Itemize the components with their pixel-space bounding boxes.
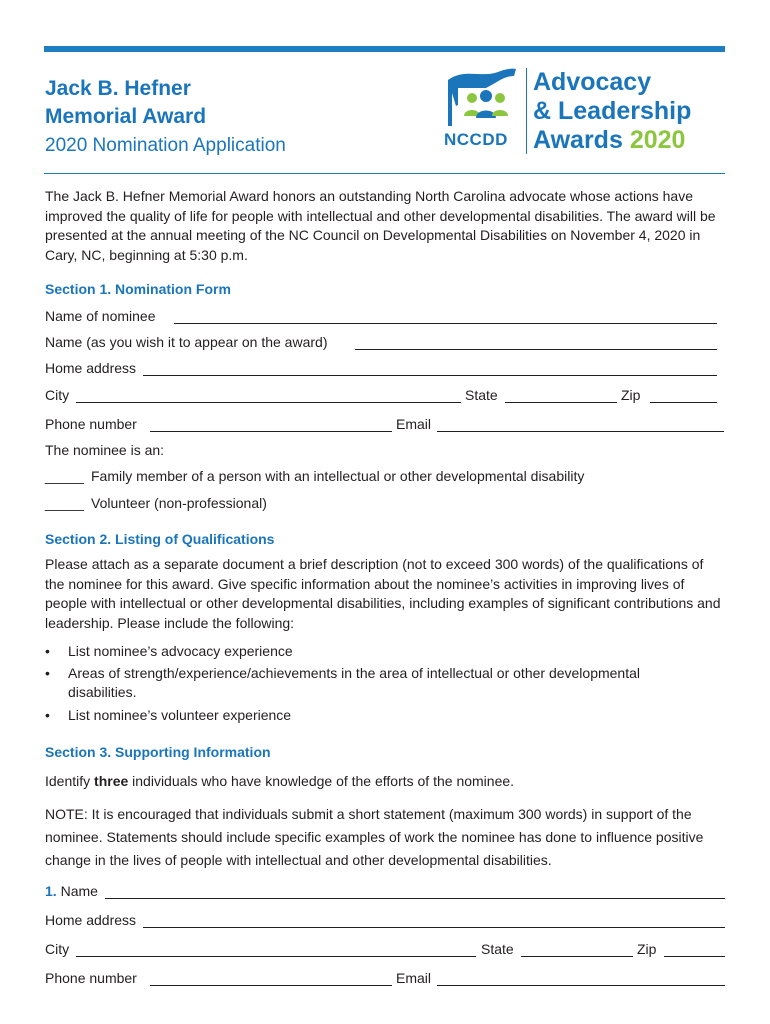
name-label-text: Name [60,883,98,899]
list-item [45,706,725,725]
identify-bold: three [94,773,129,789]
note-paragraph: NOTE: It is encouraged that individuals submit a short statement (maximum 300 words) in support of the nominee. Statements should include specific examples of work the nominee has done to influence positive change in the lives of people with intellectual and other developmental disabilities. [45,806,704,868]
section-1-heading: Section 1. Nomination Form [45,281,231,297]
zip-label: Zip [621,387,641,403]
reference-1-email-label: Email [396,970,432,986]
section-2-heading: Section 2. Listing of Qualifications [45,531,275,547]
logo-line-1: Advocacy [533,68,652,96]
email-label: Email [396,416,432,432]
bullet-text: List nominee’s volunteer experience [68,707,292,723]
award-name-field[interactable] [355,349,717,350]
city-field[interactable] [76,402,461,403]
reference-1-phone-label: Phone number [45,970,137,986]
reference-1-email-field[interactable] [437,985,725,986]
logo-divider [526,68,527,154]
logo-line-3 [533,126,685,154]
option-volunteer-blank[interactable]: _____ [45,495,84,511]
nominee-name-field[interactable] [174,323,717,324]
reference-1-name-field[interactable] [105,898,725,899]
list-item [45,642,725,661]
reference-1-name-label [45,883,98,899]
logo-line-2: & Leadership [533,97,692,125]
section-3-heading: Section 3. Supporting Information [45,744,271,760]
bullet-marker: • [45,707,50,723]
bullet-marker: • [45,643,50,659]
page-title [45,75,206,131]
header-divider [44,173,725,174]
intro-paragraph: The Jack B. Hefner Memorial Award honors an outstanding North Carolina advocate whose actions have improved the quality of life for people with intellectual and other developmental disabilities. The award will be presented at the annual meeting of the NC Council on Developmental Disabilities on November 4, 2020 in Cary, NC, beginning at 5:30 p.m. [45,188,716,263]
reference-1-city-field[interactable] [76,956,476,957]
page-subtitle: 2020 Nomination Application [45,135,286,156]
list-item [45,664,725,702]
bullet-marker: • [45,665,50,681]
nccdd-logo-text: NCCDD [444,130,508,149]
option-family-label: Family member of a person with an intellectual or other developmental disability [91,468,585,484]
flag-people-icon [442,66,522,128]
bullet-text: Areas of strength/experience/achievements in the area of intellectual or other developmental disabilities. [68,665,641,700]
title-line-1: Jack B. Hefner [45,77,191,100]
city-label: City [45,387,70,403]
reference-1-zip-field[interactable] [664,956,725,957]
title-line-2: Memorial Award [45,105,207,128]
home-address-field[interactable] [143,375,717,376]
reference-1-phone-field[interactable] [150,985,392,986]
reference-1-city-label: City [45,941,70,957]
reference-1-state-label: State [481,941,514,957]
identify-pre: Identify [45,773,95,789]
section-2-body: Please attach as a separate document a brief description (not to exceed 300 words) of the qualifications of the nominee for this award. Give specific information about the nominee’s activities in improving lives of people with intellectual or other developmental disabilities, including examples of significant contributions and leadership. Please include the following: [45,556,721,631]
reference-1-zip-label: Zip [637,941,657,957]
logo-year: 2020 [629,126,686,154]
reference-1-address-field[interactable] [143,927,725,928]
nominee-is-label: The nominee is an: [45,442,165,458]
reference-number: 1. [45,883,57,899]
state-label: State [465,387,498,403]
nccdd-awards-logo [440,66,725,158]
nominee-name-label: Name of nominee [45,308,156,324]
phone-label: Phone number [45,416,137,432]
phone-field[interactable] [150,431,392,432]
bullet-text: List nominee’s advocacy experience [68,643,293,659]
option-volunteer-label: Volunteer (non-professional) [91,495,267,511]
reference-1-state-field[interactable] [521,956,633,957]
state-field[interactable] [505,402,617,403]
email-field[interactable] [437,431,724,432]
option-family-blank[interactable]: _____ [45,468,84,484]
award-name-label: Name (as you wish it to appear on the award) [45,334,328,350]
zip-field[interactable] [650,402,717,403]
top-accent-bar [44,46,725,52]
home-address-label: Home address [45,360,137,376]
identify-instruction [45,772,514,791]
identify-post: individuals who have knowledge of the efforts of the nominee. [128,773,515,789]
logo-awards-word: Awards [533,126,623,154]
reference-1-address-label: Home address [45,912,137,928]
